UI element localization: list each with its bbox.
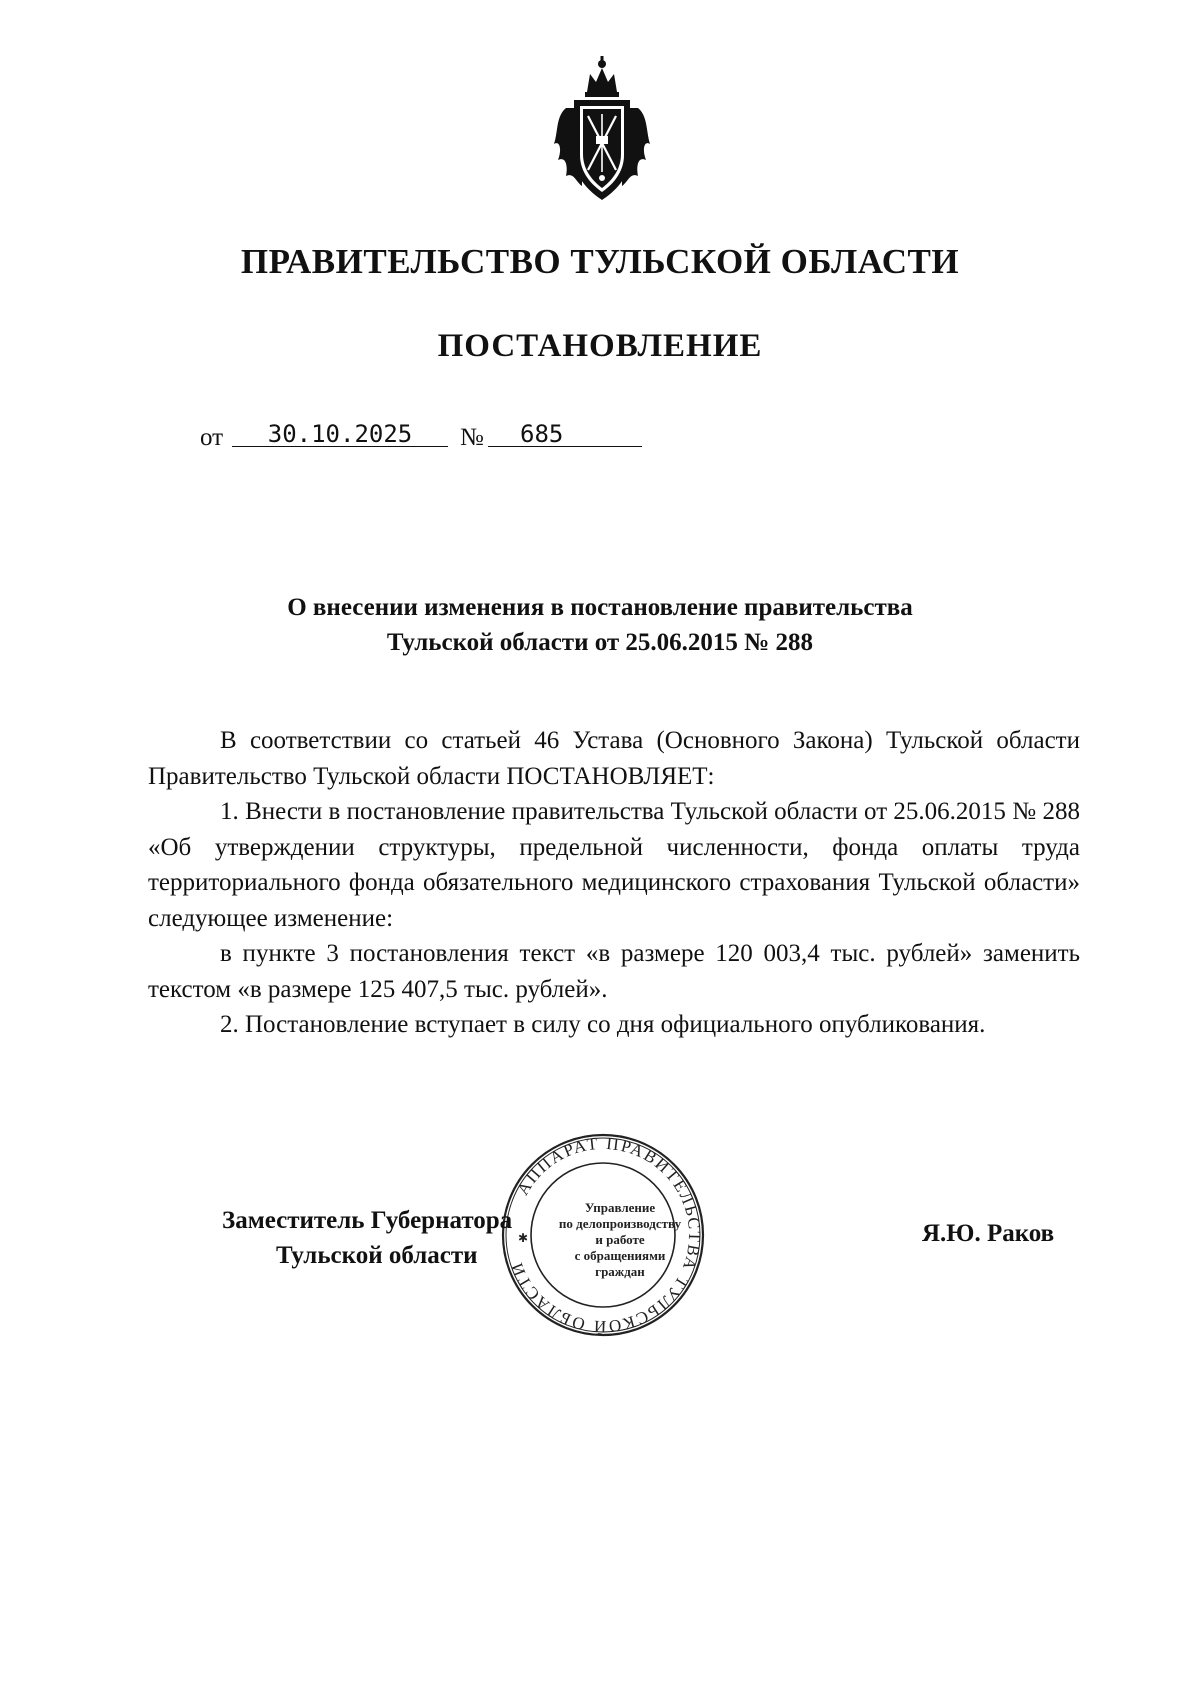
subject-line-1: О внесении изменения в постановление правительства xyxy=(287,594,913,621)
position-line-1: Заместитель Губернатора xyxy=(222,1207,513,1234)
seal-line: и работе xyxy=(595,1232,645,1247)
seal-line: с обращениями xyxy=(574,1248,666,1263)
organization-title: ПРАВИТЕЛЬСТВО ТУЛЬСКОЙ ОБЛАСТИ xyxy=(240,242,960,281)
seal-line: Управление xyxy=(584,1200,656,1215)
number-label: № xyxy=(460,424,484,451)
document-body xyxy=(148,723,1080,1043)
body-paragraph: 1. Внести в постановление правительства Тульской области от 25.06.2015 № 288 «Об утверждении структуры, предельной численности, фонда оплаты труда территориального фонда обязательного медицинского страхования Тульской области» следующее изменение: xyxy=(148,798,1080,932)
signatory-position xyxy=(222,1203,512,1273)
signatory-name: Я.Ю. Раков xyxy=(922,1220,1055,1247)
document-type-title: ПОСТАНОВЛЕНИЕ xyxy=(437,328,763,364)
document-date: 30.10.2025 xyxy=(232,420,448,447)
document-number: 685 xyxy=(488,420,642,447)
svg-text:АППАРАТ ПРАВИТЕЛЬСТВА ТУЛЬСКОЙ: АППАРАТ ПРАВИТЕЛЬСТВА ТУЛЬСКОЙ ОБЛАСТИ xyxy=(506,1133,705,1337)
seal-line: по делопроизводству xyxy=(558,1216,682,1231)
body-paragraph: 2. Постановление вступает в силу со дня официального опубликования. xyxy=(220,1011,986,1038)
svg-text:✱: ✱ xyxy=(518,1231,529,1245)
date-label: от xyxy=(200,424,224,451)
position-line-2: Тульской области xyxy=(276,1242,478,1269)
body-paragraph: В соответствии со статьей 46 Устава (Основного Закона) Тульской области Правительство Тульской области ПОСТАНОВЛЯЕТ: xyxy=(148,727,1080,790)
tula-coat-of-arms-icon xyxy=(552,52,652,204)
subject-line-2: Тульской области от 25.06.2015 № 288 xyxy=(386,629,814,656)
seal-line: граждан xyxy=(595,1264,645,1279)
document-subject xyxy=(0,590,1200,660)
seal-inner-text xyxy=(555,1200,685,1280)
body-paragraph: в пункте 3 постановления текст «в размере 120 003,4 тыс. рублей» заменить текстом «в размере 125 407,5 тыс. рублей». xyxy=(148,940,1080,1003)
